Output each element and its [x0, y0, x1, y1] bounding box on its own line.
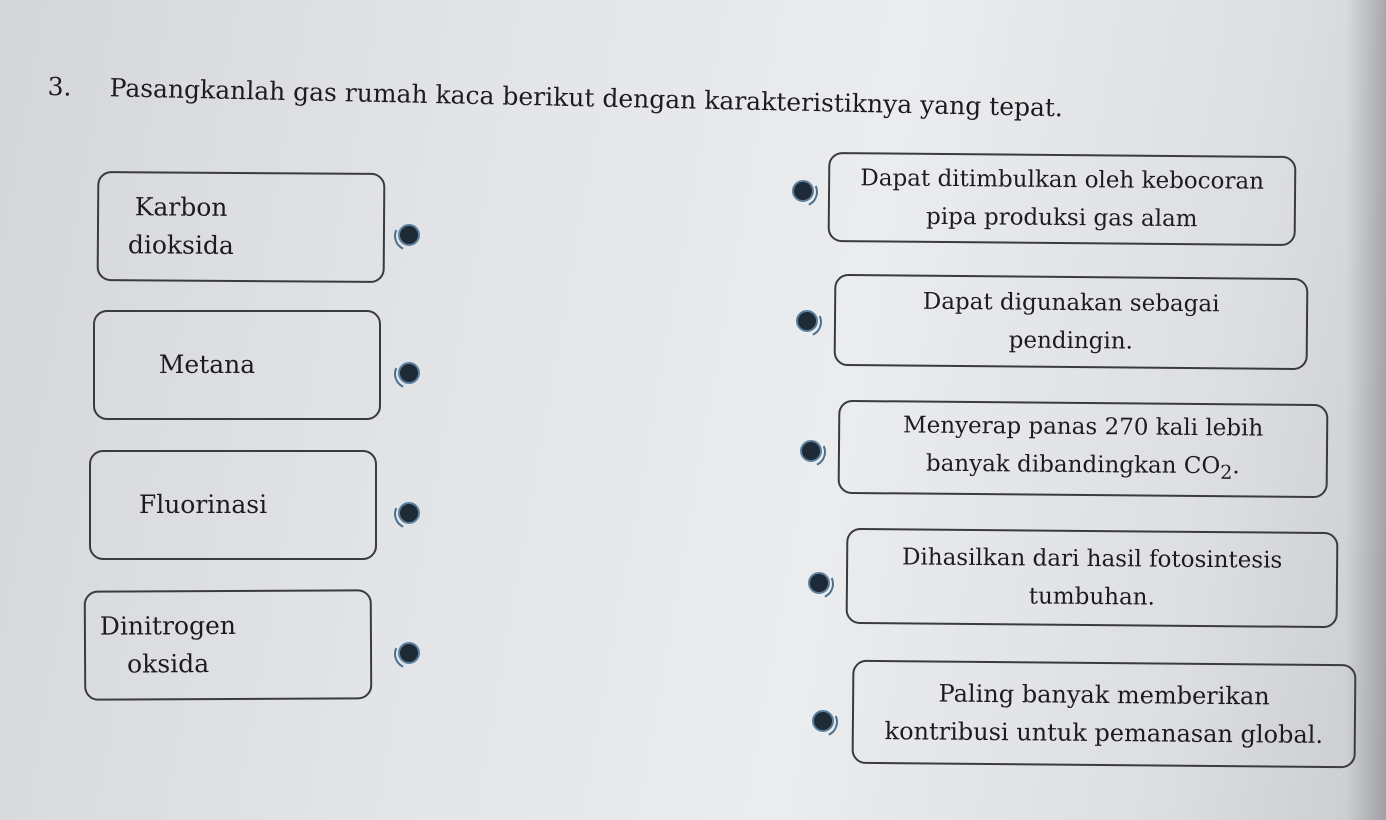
question-prompt: Pasangkanlah gas rumah kaca berikut dengan karakteristiknya yang tepat. [109, 73, 1064, 123]
characteristic-2: Dapat digunakan sebagai pendingin. [834, 274, 1309, 370]
page-edge-shadow [1346, 0, 1386, 820]
option-fluorinasi: Fluorinasi [89, 450, 377, 560]
question-text [47, 72, 1063, 122]
connector-dot-right-3[interactable] [800, 440, 822, 462]
option-dinitrogen-oksida: Dinitrogen oksida [84, 589, 373, 701]
characteristic-3: Menyerap panas 270 kali lebih banyak dibandingkan $CO_2$. [838, 400, 1329, 498]
connector-dot-right-5[interactable] [812, 710, 834, 732]
characteristic-5: Paling banyak memberikan kontribusi untuk pemanasan global. [852, 660, 1357, 768]
connector-dot-left-4[interactable] [398, 642, 420, 664]
connector-dot-right-1[interactable] [792, 180, 814, 202]
connector-dot-left-3[interactable] [398, 502, 420, 524]
connector-dot-left-1[interactable] [398, 224, 420, 246]
characteristic-4: Dihasilkan dari hasil fotosintesis tumbuhan. [846, 528, 1339, 628]
option-karbon-dioksida: Karbon dioksida [97, 171, 386, 283]
connector-dot-left-2[interactable] [398, 362, 420, 384]
connector-dot-right-4[interactable] [808, 572, 830, 594]
option-metana: Metana [93, 310, 381, 420]
connector-dot-right-2[interactable] [796, 310, 818, 332]
question-number: 3. [47, 72, 72, 102]
characteristic-1: Dapat ditimbulkan oleh kebocoran pipa produksi gas alam [828, 152, 1297, 246]
